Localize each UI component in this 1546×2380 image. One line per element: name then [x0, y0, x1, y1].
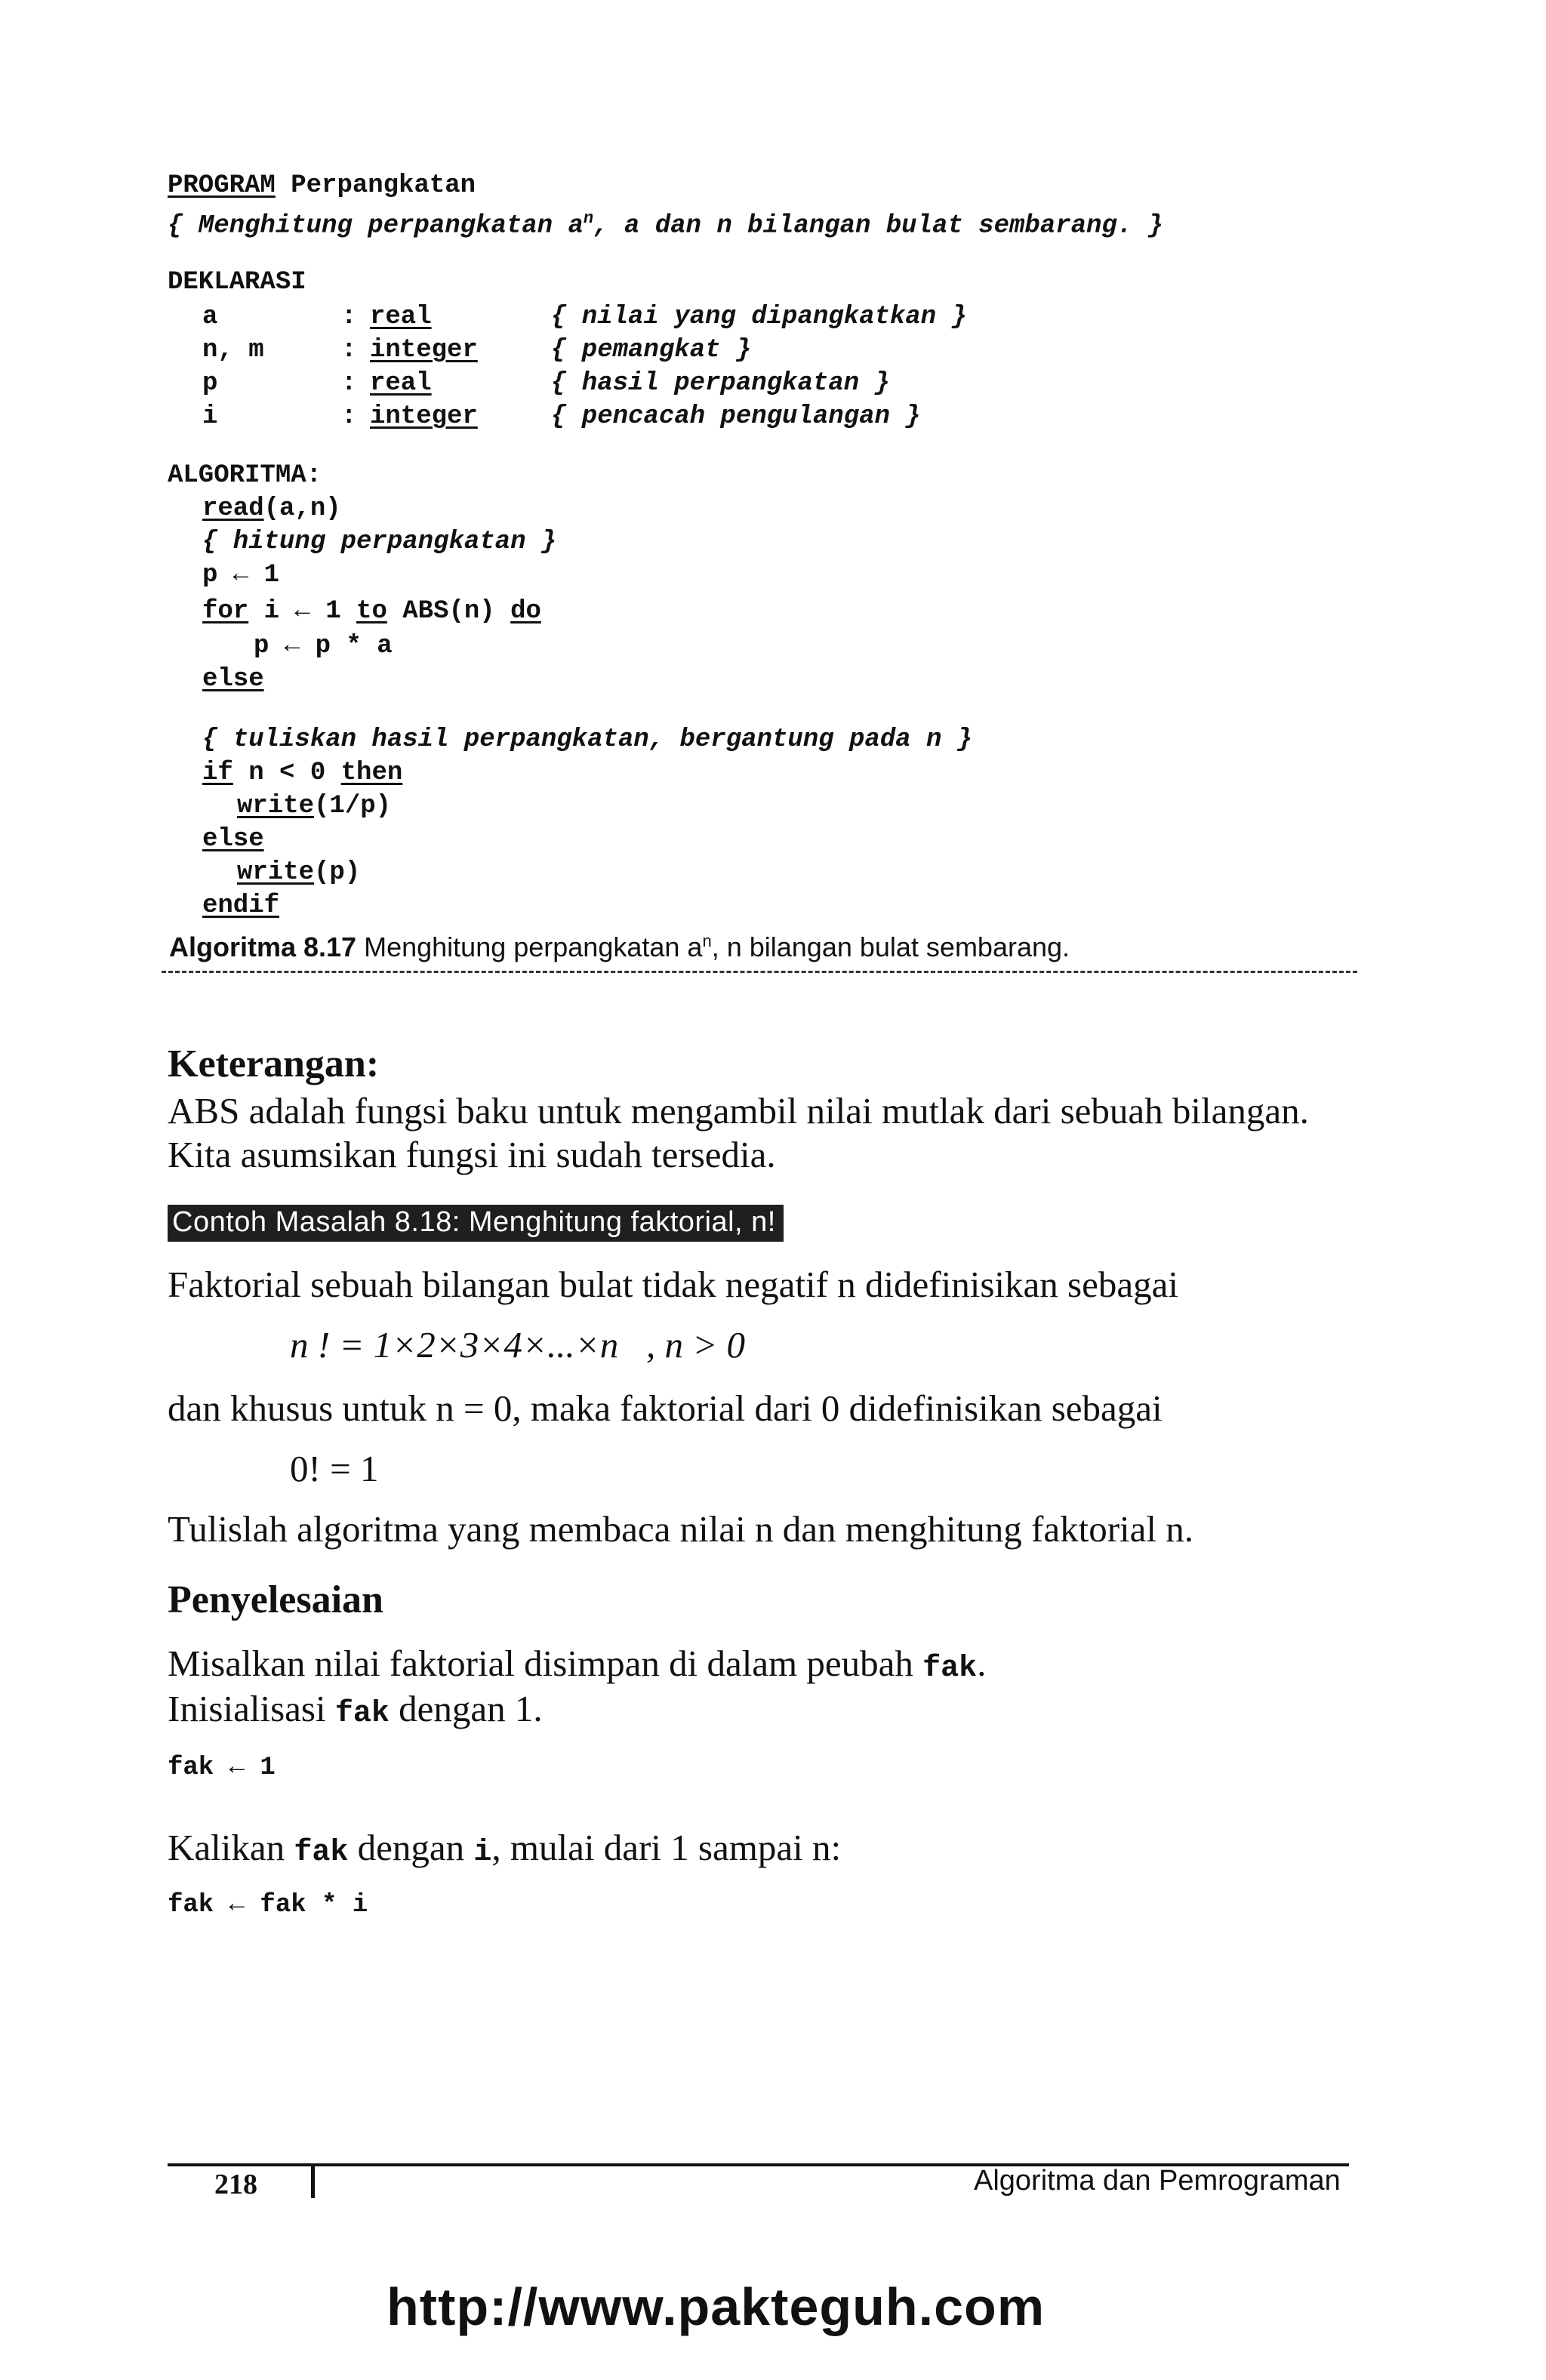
- decl-comment-i: { pencacah pengulangan }: [551, 402, 921, 431]
- decl-type-p: real: [370, 369, 432, 398]
- program-comment: { Menghitung perpangkatan $a^n$, a dan n bilangan bulat sembarang. }: [168, 209, 1164, 241]
- program-keyword: PROGRAM: [168, 171, 276, 200]
- keterangan-heading: Keterangan:: [168, 1042, 380, 1085]
- deklarasi-title: DEKLARASI: [168, 268, 306, 297]
- decl-colon: :: [341, 369, 357, 398]
- code-else-1: else: [202, 665, 264, 694]
- decl-name-p: p: [202, 369, 218, 398]
- decl-comment-nm: { pemangkat }: [551, 336, 752, 365]
- footer-separator: [311, 2165, 315, 2198]
- book-title: Algoritma dan Pemrograman: [974, 2165, 1341, 2197]
- decl-comment-p: { hasil perpangkatan }: [551, 369, 890, 398]
- code-fak-init: fak ← 1: [168, 1753, 276, 1782]
- code-else-2: else: [202, 825, 264, 854]
- decl-type-a: real: [370, 303, 432, 331]
- code-read: read(a,n): [202, 494, 341, 523]
- contoh-masalah-badge: Contoh Masalah 8.18: Menghitung faktorial, n!: [168, 1205, 784, 1242]
- factorial-zero-formula: 0! = 1: [290, 1448, 379, 1489]
- code-comment-hitung: { hitung perpangkatan }: [202, 528, 557, 556]
- decl-type-nm: integer: [370, 336, 478, 365]
- watermark-url: http://www.pakteguh.com: [386, 2277, 1046, 2336]
- code-for: for i ← 1 to ABS(n) do: [202, 597, 541, 626]
- penyelesaian-line3: Kalikan fak dengan i, mulai dari 1 sampai n:: [168, 1827, 842, 1870]
- decl-comment-a: { nilai yang dipangkatkan }: [551, 303, 967, 331]
- keterangan-line1: ABS adalah fungsi baku untuk mengambil nilai mutlak dari sebuah bilangan.: [168, 1090, 1309, 1132]
- penyelesaian-heading: Penyelesaian: [168, 1578, 383, 1621]
- decl-colon: :: [341, 336, 357, 365]
- code-comment-tulis: { tuliskan hasil perpangkatan, bergantung pada n }: [202, 725, 973, 754]
- decl-colon: :: [341, 303, 357, 331]
- penyelesaian-line1: Misalkan nilai faktorial disimpan di dalam peubah fak.: [168, 1643, 987, 1686]
- code-endif: endif: [202, 891, 280, 920]
- code-p-init: p ← 1: [202, 561, 280, 590]
- caption-divider: [162, 971, 1357, 973]
- figure-caption: Algoritma 8.17 Menghitung perpangkatan $a^n$, n bilangan bulat sembarang.: [169, 931, 1070, 962]
- code-fak-multiply: fak ← fak * i: [168, 1891, 368, 1920]
- contoh-paragraph-2: dan khusus untuk n = 0, maka faktorial dari 0 didefinisikan sebagai: [168, 1387, 1163, 1429]
- code-loop-body: p ← p * a: [254, 632, 393, 660]
- contoh-paragraph-3: Tulislah algoritma yang membaca nilai n dan menghitung faktorial n.: [168, 1508, 1194, 1550]
- decl-name-nm: n, m: [202, 336, 264, 365]
- code-if: if n < 0 then: [202, 759, 403, 787]
- contoh-paragraph-1: Faktorial sebuah bilangan bulat tidak negatif n didefinisikan sebagai: [168, 1264, 1178, 1305]
- factorial-formula: n ! = 1×2×3×4×...×n , n > 0: [290, 1324, 746, 1365]
- code-write-1: write(1/p): [237, 792, 392, 821]
- decl-colon: :: [341, 402, 357, 431]
- keterangan-line2: Kita asumsikan fungsi ini sudah tersedia.: [168, 1134, 776, 1175]
- decl-name-i: i: [202, 402, 218, 431]
- program-name: Perpangkatan: [275, 171, 476, 200]
- algoritma-title: ALGORITMA:: [168, 461, 322, 490]
- program-header: [168, 169, 476, 202]
- decl-name-a: a: [202, 303, 218, 331]
- page-number: 218: [214, 2169, 257, 2200]
- decl-type-i: integer: [370, 402, 478, 431]
- code-write-2: write(p): [237, 858, 361, 887]
- penyelesaian-line2: Inisialisasi fak dengan 1.: [168, 1688, 543, 1731]
